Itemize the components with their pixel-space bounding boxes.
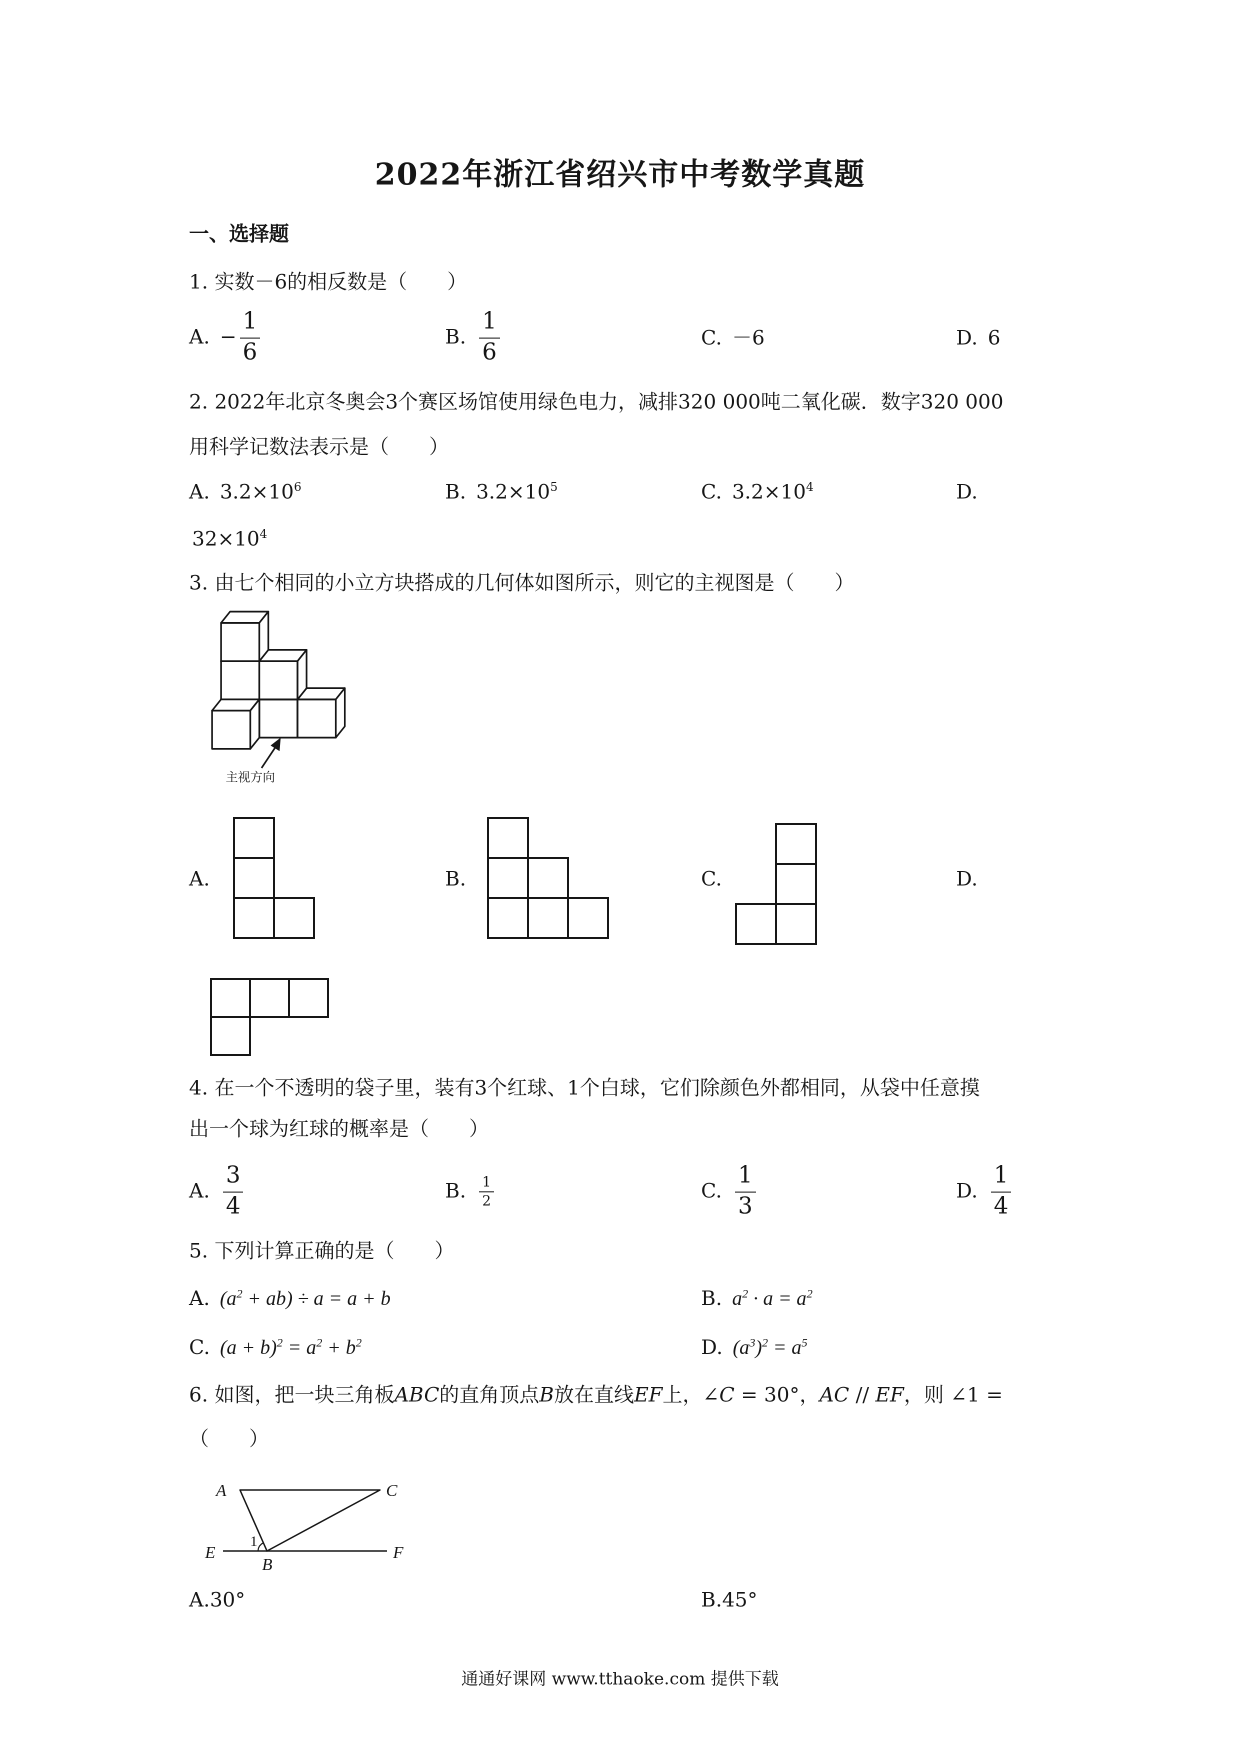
q1-option-d bbox=[956, 326, 1000, 351]
option-label: A. bbox=[189, 479, 210, 504]
q2-option-d-value bbox=[192, 527, 267, 552]
option-label: C. bbox=[189, 1335, 210, 1359]
stem-text: 6. 如图，把一块三角板 bbox=[189, 1382, 395, 1407]
math-var: C bbox=[719, 1382, 735, 1407]
exponent: 2 bbox=[316, 1335, 323, 1350]
label-e: E bbox=[205, 1543, 216, 1562]
math-var: EF bbox=[633, 1382, 663, 1407]
math-var: B bbox=[539, 1382, 554, 1407]
numerator: 1 bbox=[479, 308, 500, 339]
grid-cell bbox=[776, 824, 816, 864]
grid-cell bbox=[488, 898, 528, 938]
grid-cell bbox=[250, 979, 289, 1017]
q6-option-a bbox=[189, 1588, 245, 1613]
option-base: 3.2×10 bbox=[476, 479, 551, 504]
expr-part: (a bbox=[732, 1337, 750, 1359]
expr-part: + ab) ÷ a = a + b bbox=[242, 1288, 391, 1310]
grid-cell bbox=[274, 898, 314, 938]
q3-option-d-figure bbox=[210, 978, 330, 1058]
minus-sign: − bbox=[219, 324, 237, 349]
grid-cell bbox=[211, 1017, 250, 1055]
grid-cell bbox=[736, 904, 776, 944]
q6-stem-line1 bbox=[189, 1383, 1003, 1408]
label-f: F bbox=[393, 1543, 404, 1562]
numerator: 1 bbox=[240, 308, 261, 339]
grid-cell bbox=[568, 898, 608, 938]
q4-stem-line2: 出一个球为红球的概率是（ ） bbox=[189, 1116, 489, 1141]
q2-stem-line1: 2. 2022年北京冬奥会3个赛区场馆使用绿色电力，减排320 000吨二氧化碳．数字320 000 bbox=[189, 389, 1004, 414]
q5-option-d bbox=[701, 1335, 808, 1361]
math-expression bbox=[220, 1288, 391, 1310]
q3-option-b-label: B. bbox=[445, 866, 467, 891]
q1-option-b bbox=[445, 308, 503, 369]
option-value: 45° bbox=[722, 1587, 758, 1612]
q4-option-a bbox=[189, 1162, 246, 1223]
arrow-head bbox=[271, 738, 281, 752]
numerator: 1 bbox=[479, 1173, 494, 1192]
view-direction-caption: 主视方向 bbox=[225, 770, 275, 785]
grid-cell bbox=[488, 818, 528, 858]
option-label: C. bbox=[701, 325, 722, 350]
expr-part: · a = a bbox=[748, 1288, 807, 1310]
fraction bbox=[991, 1162, 1012, 1223]
q2-stem-line2: 用科学记数法表示是（ ） bbox=[189, 434, 449, 459]
denominator: 6 bbox=[482, 339, 497, 366]
q3-option-b-figure bbox=[487, 817, 611, 941]
q1-option-a bbox=[189, 308, 263, 369]
q5-stem: 5. 下列计算正确的是（ ） bbox=[189, 1238, 455, 1263]
expr-part: = a bbox=[282, 1337, 317, 1359]
option-label: A. bbox=[189, 1286, 210, 1310]
q3-option-c-label: C. bbox=[701, 866, 722, 891]
q4-option-c bbox=[701, 1162, 759, 1223]
option-base: 3.2×10 bbox=[219, 479, 294, 504]
q2-option-c bbox=[701, 480, 814, 505]
fraction bbox=[240, 308, 261, 369]
exponent: 5 bbox=[550, 479, 558, 494]
option-label: D. bbox=[956, 325, 978, 350]
grid-cell bbox=[776, 904, 816, 944]
q3-stem: 3. 由七个相同的小立方块搭成的几何体如图所示，则它的主视图是（ ） bbox=[189, 570, 855, 595]
fraction bbox=[223, 1162, 244, 1223]
grid-cell bbox=[234, 858, 274, 898]
expr-part: + b bbox=[322, 1337, 356, 1359]
q3-option-a-label: A. bbox=[189, 866, 210, 891]
option-label: B. bbox=[445, 324, 467, 349]
grid-cell bbox=[211, 979, 250, 1017]
fraction bbox=[479, 308, 500, 369]
fraction bbox=[735, 1162, 756, 1223]
grid-cell bbox=[234, 898, 274, 938]
grid-cell bbox=[528, 858, 568, 898]
q6-stem-line2: （ ） bbox=[189, 1426, 269, 1451]
denominator: 4 bbox=[225, 1193, 241, 1220]
cube bbox=[221, 612, 268, 662]
q2-option-d-label: D. bbox=[956, 479, 978, 504]
page-title: 2022年浙江省绍兴市中考数学真题 bbox=[374, 157, 866, 193]
q5-option-a bbox=[189, 1286, 391, 1312]
q2-option-a bbox=[189, 480, 301, 505]
cube bbox=[298, 688, 345, 738]
option-label: D. bbox=[956, 1178, 978, 1203]
grid-cell bbox=[289, 979, 328, 1017]
stem-text: 的直角顶点 bbox=[439, 1382, 540, 1407]
q4-option-d bbox=[956, 1162, 1014, 1223]
q3-option-a-figure bbox=[233, 817, 317, 941]
math-var: EF bbox=[875, 1382, 904, 1407]
q1-option-c bbox=[701, 326, 765, 351]
q3-option-c-figure bbox=[735, 823, 819, 947]
option-label: B. bbox=[445, 479, 467, 504]
section-heading: 一、选择题 bbox=[189, 221, 289, 246]
exponent: 2 bbox=[276, 1335, 283, 1350]
exponent: 3 bbox=[749, 1335, 756, 1350]
option-label: B. bbox=[701, 1587, 723, 1612]
q1-stem: 1. 实数－6的相反数是（ ） bbox=[189, 269, 468, 294]
exponent: 5 bbox=[801, 1335, 808, 1350]
grid-cell bbox=[776, 864, 816, 904]
exponent: 6 bbox=[293, 479, 302, 494]
cube bbox=[259, 650, 306, 700]
exponent: 2 bbox=[236, 1286, 243, 1301]
triangle-abc bbox=[240, 1490, 380, 1551]
denominator: 6 bbox=[242, 339, 258, 366]
grid-cell bbox=[528, 898, 568, 938]
option-value: 6 bbox=[987, 325, 1001, 350]
label-c: C bbox=[386, 1481, 398, 1500]
math-expression bbox=[732, 1288, 813, 1310]
label-b: B bbox=[262, 1555, 273, 1574]
denominator: 2 bbox=[482, 1193, 491, 1210]
option-label: C. bbox=[701, 1178, 722, 1203]
exponent: 4 bbox=[259, 526, 268, 541]
expr-part: ) bbox=[755, 1337, 763, 1359]
stem-text: 上，∠ bbox=[662, 1382, 720, 1407]
math-expression bbox=[220, 1337, 362, 1359]
denominator: 3 bbox=[737, 1193, 753, 1220]
numerator: 1 bbox=[735, 1162, 756, 1193]
exponent: 4 bbox=[805, 479, 814, 494]
triangle-figure bbox=[200, 1470, 420, 1585]
q3-option-d-label: D. bbox=[956, 866, 978, 891]
label-angle-1: 1 bbox=[250, 1534, 258, 1550]
expr-part: (a + b) bbox=[219, 1337, 277, 1359]
numerator: 1 bbox=[991, 1162, 1012, 1193]
fraction bbox=[479, 1173, 494, 1210]
option-label: D. bbox=[701, 1335, 723, 1359]
stem-text: = 30°， bbox=[734, 1382, 820, 1407]
math-expression bbox=[733, 1337, 808, 1359]
option-label: C. bbox=[701, 479, 722, 504]
exponent: 2 bbox=[762, 1335, 769, 1350]
exponent: 2 bbox=[355, 1335, 362, 1350]
option-label: A. bbox=[189, 1178, 210, 1203]
option-base: 3.2×10 bbox=[731, 479, 806, 504]
q6-option-b bbox=[701, 1588, 758, 1613]
option-label: B. bbox=[701, 1286, 723, 1310]
grid-cell bbox=[234, 818, 274, 858]
q2-option-b bbox=[445, 480, 558, 505]
page-footer: 通通好课网 www.tthaoke.com 提供下载 bbox=[461, 1669, 779, 1690]
numerator: 3 bbox=[223, 1162, 244, 1193]
cube bbox=[212, 699, 259, 749]
stem-text: ，则 ∠1 = bbox=[903, 1382, 1003, 1407]
option-value: －6 bbox=[731, 325, 765, 350]
expr-part: = a bbox=[768, 1337, 802, 1359]
grid-cell bbox=[488, 858, 528, 898]
denominator: 4 bbox=[993, 1193, 1009, 1220]
q4-stem-line1: 4. 在一个不透明的袋子里，装有3个红球、1个白球，它们除颜色外都相同，从袋中任意摸 bbox=[189, 1075, 980, 1100]
option-base: 32×10 bbox=[192, 526, 260, 551]
angle-1-arc bbox=[258, 1543, 263, 1551]
option-label: A. bbox=[189, 324, 210, 349]
stem-text: // bbox=[849, 1382, 876, 1407]
q4-option-b bbox=[445, 1173, 497, 1210]
math-var: AC bbox=[819, 1382, 850, 1407]
exponent: 2 bbox=[742, 1286, 749, 1301]
option-label: A. bbox=[189, 1587, 210, 1612]
expr-part: (a bbox=[219, 1288, 237, 1310]
expr-part: a bbox=[732, 1288, 743, 1310]
math-var: ABC bbox=[394, 1382, 440, 1407]
q5-option-c bbox=[189, 1335, 362, 1361]
cube-solid-figure bbox=[203, 606, 355, 786]
label-a: A bbox=[216, 1481, 227, 1500]
exponent: 2 bbox=[806, 1286, 813, 1301]
stem-text: 放在直线 bbox=[553, 1382, 634, 1407]
option-value: 30° bbox=[209, 1587, 246, 1612]
option-label: B. bbox=[445, 1178, 467, 1203]
q5-option-b bbox=[701, 1286, 813, 1312]
